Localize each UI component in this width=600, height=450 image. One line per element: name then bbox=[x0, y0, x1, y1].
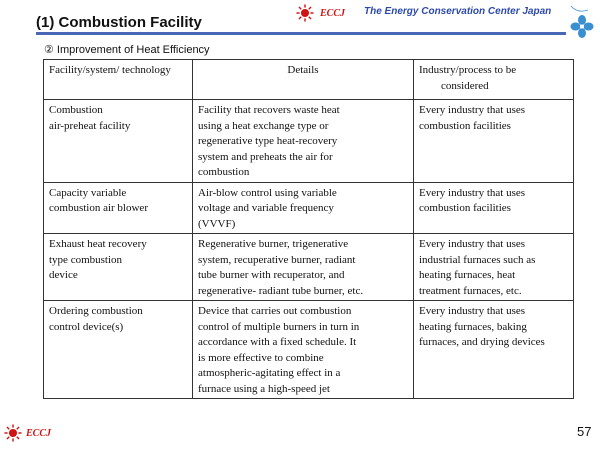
eccj-sun-icon bbox=[296, 4, 314, 22]
eccj-sun-icon bbox=[4, 424, 22, 442]
page-number: 57 bbox=[577, 424, 592, 439]
facility-cell: Exhaust heat recovery type combustion device bbox=[44, 234, 193, 301]
header-facility: Facility/system/ technology bbox=[44, 60, 193, 100]
title-underline bbox=[36, 32, 566, 35]
combustion-facility-table bbox=[43, 59, 574, 399]
facility-cell: Ordering combustion control device(s) bbox=[44, 301, 193, 399]
table-row bbox=[44, 234, 574, 301]
organization-name: The Energy Conservation Center Japan bbox=[364, 6, 552, 17]
eccj-logo-bottom bbox=[4, 424, 51, 442]
header-industry-line2: considered bbox=[441, 79, 489, 92]
table-row bbox=[44, 182, 574, 234]
header-details: Details bbox=[193, 60, 414, 100]
facility-cell: Combustion air-preheat facility bbox=[44, 100, 193, 183]
details-cell: Facility that recovers waste heat using a heat exchange type or regenerative type heat-recovery system and preheats the air for combustion bbox=[193, 100, 414, 183]
facility-cell: Capacity variable combustion air blower bbox=[44, 182, 193, 234]
header-industry-line1: Industry/process to be bbox=[419, 64, 517, 76]
industry-cell: Every industry that uses combustion facilities bbox=[414, 100, 574, 183]
industry-cell: Every industry that uses heating furnaces, baking furnaces, and drying devices bbox=[414, 301, 574, 399]
logo-text: ECCJ bbox=[26, 427, 52, 439]
logo-text: ECCJ bbox=[320, 7, 346, 19]
details-cell: Regenerative burner, trigenerative system, recuperative burner, radiant tube burner with recuperator, and regenerative- radiant tube burner, etc. bbox=[193, 234, 414, 301]
table-row bbox=[44, 301, 574, 399]
details-cell: Device that carries out combustion control of multiple burners in turn in accordance with a fixed schedule. It is more effective to combine atmospheric-agitating effect in a furnace using a high-speed jet bbox=[193, 301, 414, 399]
table-row bbox=[44, 100, 574, 183]
section-subtitle: ② Improvement of Heat Efficiency bbox=[44, 44, 210, 56]
industry-cell: Every industry that uses combustion facilities bbox=[414, 182, 574, 234]
header-industry bbox=[414, 60, 574, 100]
slide-title: (1) Combustion Facility bbox=[36, 14, 202, 31]
clover-icon bbox=[568, 4, 596, 42]
industry-cell: Every industry that uses industrial furnaces such as heating furnaces, heat treatment furnaces, etc. bbox=[414, 234, 574, 301]
eccj-logo-top bbox=[296, 4, 345, 22]
table-header-row bbox=[44, 60, 574, 100]
details-cell: Air-blow control using variable voltage and variable frequency (VVVF) bbox=[193, 182, 414, 234]
